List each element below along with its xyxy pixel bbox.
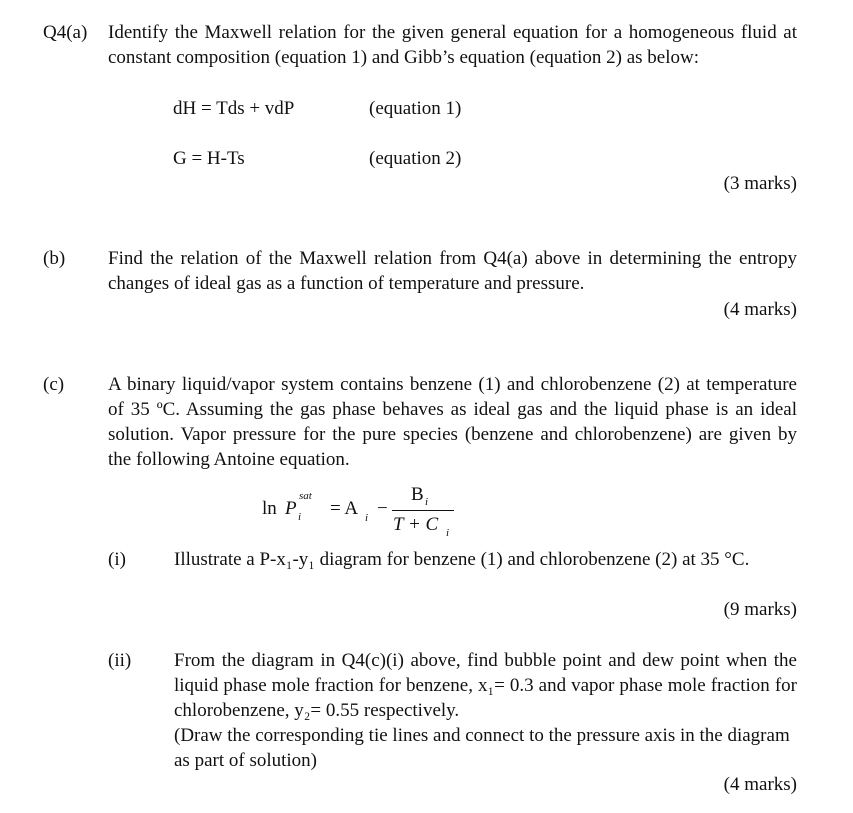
question-4a-text: Identify the Maxwell relation for the given general equation for a homogeneous fluid at constant composition (equation 1) and Gibb’s equation (equation 2) as below: — [108, 22, 797, 68]
question-4c-ii-text: From the diagram in Q4(c)(i) above, find bubble point and dew point when the liquid phase mole fraction for benzene, x₁= 0.3 and vapor phase mole fraction for chlorobenzene, y₂= 0.55 respectively. — [174, 650, 797, 721]
antoine-c-subscript: i — [446, 527, 450, 539]
question-4c-i-label: (i) — [108, 549, 126, 570]
question-4c-ii-note: (Draw the corresponding tie lines and connect to the pressure axis in the diagram as part of solution) — [174, 725, 790, 771]
question-4a-label: Q4(a) — [43, 22, 88, 43]
antoine-sat: sat — [299, 490, 312, 502]
antoine-ln: ln — [262, 498, 277, 519]
antoine-equation — [262, 484, 462, 544]
question-4c-label: (c) — [43, 374, 65, 395]
question-4c-ii-marks: (4 marks) — [723, 774, 797, 795]
antoine-p: P — [285, 498, 297, 519]
antoine-numerator: B — [411, 484, 424, 505]
question-4c-i-marks: (9 marks) — [723, 599, 797, 620]
antoine-minus: − — [377, 498, 388, 519]
antoine-equals-a: = A — [330, 498, 359, 519]
question-4c-i-text: Illustrate a P-x₁-y₁ diagram for benzene (1) and chlorobenzene (2) at 35 °C. — [174, 549, 750, 570]
equation-2: G = H-Ts — [173, 148, 245, 169]
question-4b-text: Find the relation of the Maxwell relation from Q4(a) above in determining the entropy changes of ideal gas as a function of temperature and pressure. — [108, 248, 797, 294]
antoine-denominator: T + C — [393, 514, 439, 535]
question-4c-ii-label: (ii) — [108, 650, 132, 671]
equation-2-tag: (equation 2) — [369, 148, 462, 169]
question-4b-marks: (4 marks) — [723, 299, 797, 320]
antoine-p-subscript: i — [298, 511, 302, 523]
question-4b-label: (b) — [43, 248, 66, 269]
antoine-b-subscript: i — [425, 496, 429, 508]
question-4a-marks: (3 marks) — [723, 173, 797, 194]
question-4c-text: A binary liquid/vapor system contains benzene (1) and chlorobenzene (2) at temperature of 35 ºC. Assuming the gas phase behaves as ideal gas and the liquid phase is an ideal solution. Vapor pressure for the pure species (benzene and chlorobenzene) are given by the following Antoine equation. — [108, 374, 797, 470]
antoine-a-subscript: i — [365, 512, 369, 524]
equation-1-tag: (equation 1) — [369, 98, 462, 119]
equation-1: dH = Tds + vdP — [173, 98, 295, 119]
